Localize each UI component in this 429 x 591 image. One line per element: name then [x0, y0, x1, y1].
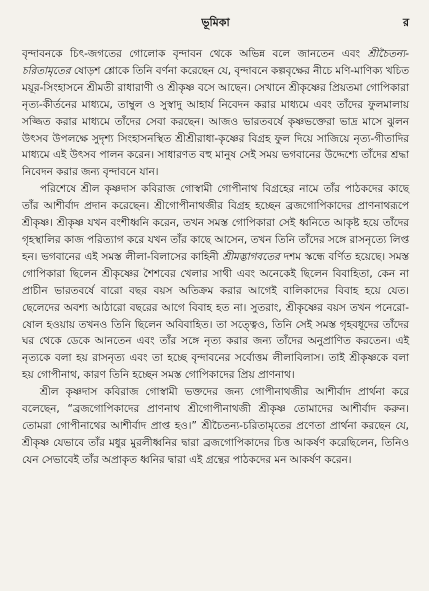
book-title-italic: শ্রীচৈতন্য-চরিতামৃতের: [22, 48, 409, 77]
body-text: [22, 46, 409, 469]
paragraph-text: ষোড়শ শ্লোকে তিনি বর্ণনা করেছেন যে, বৃন্দাবনে কল্পবৃক্ষের নীচে মণি-মাণিক্য খচিত ময়ূর-সিংহাসনে শ্রীমতী রাধারাণী ও শ্রীকৃষ্ণ বসে আছেন। সেখানে শ্রীকৃষ্ণের প্রিয়তমা গোপিকারা নৃত্য-কীর্তনের মাধ্যমে, তাম্বুল ও সুস্বাদু আহার্য নিবেদন করার মাধ্যমে এবং তাঁদের ফুলমালায় সজ্জিত করার মাধ্যমে তাঁদের সেবা করছেন। আজও ভারতবর্ষে কৃষ্ণভক্তেরা ভাদ্র মাসে ঝুলন উৎসব উপলক্ষে সুদৃশ্য সিংহাসনস্থিত শ্রীশ্রীরাধা-কৃষ্ণের বিগ্রহ ফুল দিয়ে সাজিয়ে নৃত্য-গীতাদির মাধ্যমে এই উৎসব পালন করেন। সাধারণত বহু মানুষ সেই সময় ভগবানের উদ্দেশ্যে তাঁদের শ্রদ্ধা নিবেদন করার জন্য বৃন্দাবনে যান।: [22, 64, 409, 179]
page-header: [22, 8, 409, 32]
paragraph: [22, 46, 409, 181]
paragraph: [22, 181, 409, 384]
paragraph: [22, 384, 409, 469]
paragraph-text: শ্রীল কৃষ্ণদাস কবিরাজ গোস্বামী ভক্তদের জন্য গোপীনাথজীর আশীর্বাদ প্রার্থনা করে বলেছেন, “ব্রজগোপিকাদের প্রাণনাথ শ্রীগোপীনাথজী শ্রীকৃষ্ণ তোমাদের আশীর্বাদ করুন। তোমরা গোপীনাথের আশীর্বাদ প্রাপ্ত হও।” শ্রীচৈতন্য-চরিতামৃতের প্রণেতা প্রার্থনা করছেন যে, শ্রীকৃষ্ণ যেভাবে তাঁর মধুর মুরলীধ্বনির দ্বারা ব্রজগোপিকাদের চিত্ত আকর্ষণ করেছিলেন, তিনিও যেন সেভাবেই তাঁর অপ্রাকৃত ধ্বনির দ্বারা এই গ্রন্থের পাঠকদের মন আকর্ষণ করেন।: [22, 386, 409, 466]
paragraph-text: পরিশেষে শ্রীল কৃষ্ণদাস কবিরাজ গোস্বামী গোপীনাথ বিগ্রহের নামে তাঁর পাঠকদের কাছে তাঁর আশীর্বাদ প্রদান করেছেন। শ্রীগোপীনাথজীর বিগ্রহ হচ্ছেন ব্রজগোপিকাদের প্রাণনাথরূপে শ্রীকৃষ্ণ। শ্রীকৃষ্ণ যখন বংশীধ্বনি করেন, তখন সমস্ত গোপিকারা সেই ধ্বনিতে আকৃষ্ট হয়ে তাঁদের গৃহস্থালির কাজ পরিত্যাগ করে যখন তাঁর কাছে আসেন, তখন তিনি তাঁদের সঙ্গে রাসনৃত্যে লিপ্ত হন। ভগবানের এই সমস্ত লীলা-বিলাসের কাহিনী: [22, 183, 409, 263]
paragraph-text: দশম স্কন্ধে বর্ণিত হয়েছে। সমস্ত গোপিকারা ছিলেন শ্রীকৃষ্ণের শৈশবের খেলার সাথী এবং অনেকেই ছিলেন বিবাহিতা, কেন না প্রাচীন ভারতবর্ষে বারো বছর বয়স অতিক্রম করার আগেই বালিকাদের বিবাহ হয়ে যেত। ছেলেদের অবশ্য আঠারো বছরের আগে বিবাহ হত না। সুতরাং, শ্রীকৃষ্ণের বয়স তখন পনেরো-ষোল হওয়ায় তখনও তিনি ছিলেন অবিবাহিত। তা সত্ত্বেও, তিনি সেই সমস্ত গৃহবধূদের তাঁদের ঘর থেকে ডেকে আনতেন এবং তাঁর সঙ্গে নৃত্য করার জন্য তাঁদের অনুপ্রাণিত করতেন। এই নৃত্যকে বলা হয় রাসনৃত্য এবং তা হচ্ছে বৃন্দাবনের সর্বোত্তম লীলাবিলাস। তাই শ্রীকৃষ্ণকে বলা হয় গোপীনাথ, কারণ তিনি হচ্ছেন সমস্ত গোপিকাদের প্রিয় প্রাণনাথ।: [22, 250, 409, 382]
book-title-italic: শ্রীমদ্ভাগবতের: [222, 250, 280, 263]
paragraph-text: বৃন্দাবনকে চিৎ-জগতের গোলোক বৃন্দাবন থেকে অভিন্ন বলে জানতেন এবং: [22, 48, 368, 60]
chapter-title: ভূমিকা: [201, 16, 230, 29]
page-marker: র: [402, 16, 409, 29]
